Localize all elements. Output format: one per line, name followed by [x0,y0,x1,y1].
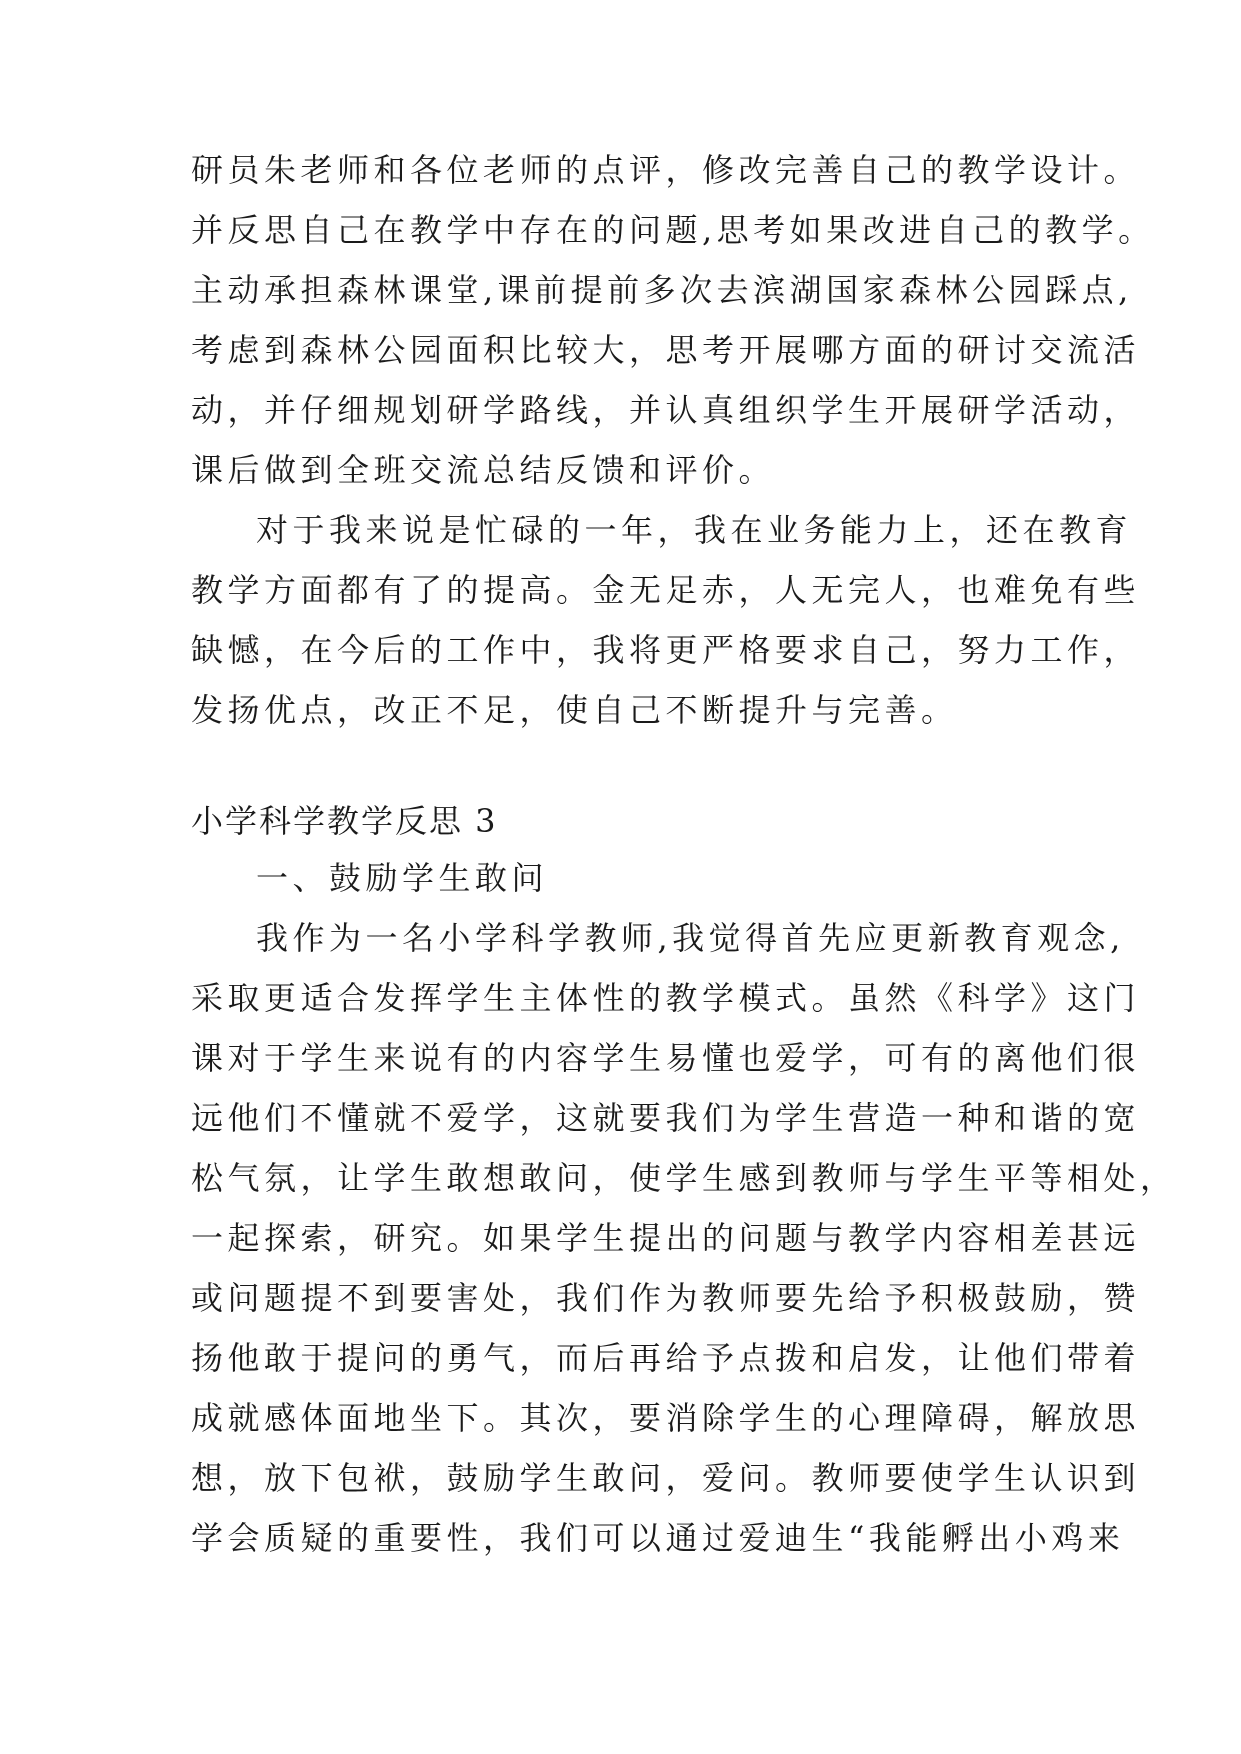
text-line: 远他们不懂就不爱学，这就要我们为学生营造一种和谐的宽 [191,1099,1141,1137]
text-line: 对于我来说是忙碌的一年，我在业务能力上，还在教育 [256,511,1133,549]
text-line: 缺憾，在今后的工作中，我将更严格要求自己，努力工作， [191,631,1141,669]
text-line: 松气氛，让学生敢想敢问，使学生感到教师与学生平等相处， [191,1159,1177,1197]
text-line: 发扬优点，改正不足，使自己不断提升与完善。 [191,691,958,729]
text-line: 想，放下包袱，鼓励学生敢问，爱问。教师要使学生认识到 [191,1459,1141,1497]
text-line: 或问题提不到要害处，我们作为教师要先给予积极鼓励，赞 [191,1279,1141,1317]
text-line: 学会质疑的重要性，我们可以通过爱迪生“我能孵出小鸡来 [191,1519,1125,1557]
text-line: 考虑到森林公园面积比较大，思考开展哪方面的研讨交流活 [191,331,1141,369]
text-line: 课对于学生来说有的内容学生易懂也爱学，可有的离他们很 [191,1039,1141,1077]
text-line: 研员朱老师和各位老师的点评，修改完善自己的教学设计。 [191,151,1141,189]
text-line: 成就感体面地坐下。其次，要消除学生的心理障碍，解放思 [191,1399,1141,1437]
subheading: 一、鼓励学生敢问 [256,859,549,897]
text-line: 并反思自己在教学中存在的问题,思考如果改进自己的教学。 [191,211,1155,249]
text-line: 动，并仔细规划研学路线，并认真组织学生开展研学活动， [191,391,1141,429]
text-line: 采取更适合发挥学生主体性的教学模式。虽然《科学》这门 [191,979,1141,1017]
text-line: 我作为一名小学科学教师,我觉得首先应更新教育观念, [256,919,1125,957]
text-line: 教学方面都有了的提高。金无足赤，人无完人，也难免有些 [191,571,1141,609]
text-line: 扬他敢于提问的勇气，而后再给予点拨和启发，让他们带着 [191,1339,1141,1377]
text-line: 主动承担森林课堂,课前提前多次去滨湖国家森林公园踩点, [191,271,1133,309]
section-title: 小学科学教学反思 3 [191,802,498,840]
text-line: 一起探索，研究。如果学生提出的问题与教学内容相差甚远 [191,1219,1141,1257]
text-line: 课后做到全班交流总结反馈和评价。 [191,451,776,489]
